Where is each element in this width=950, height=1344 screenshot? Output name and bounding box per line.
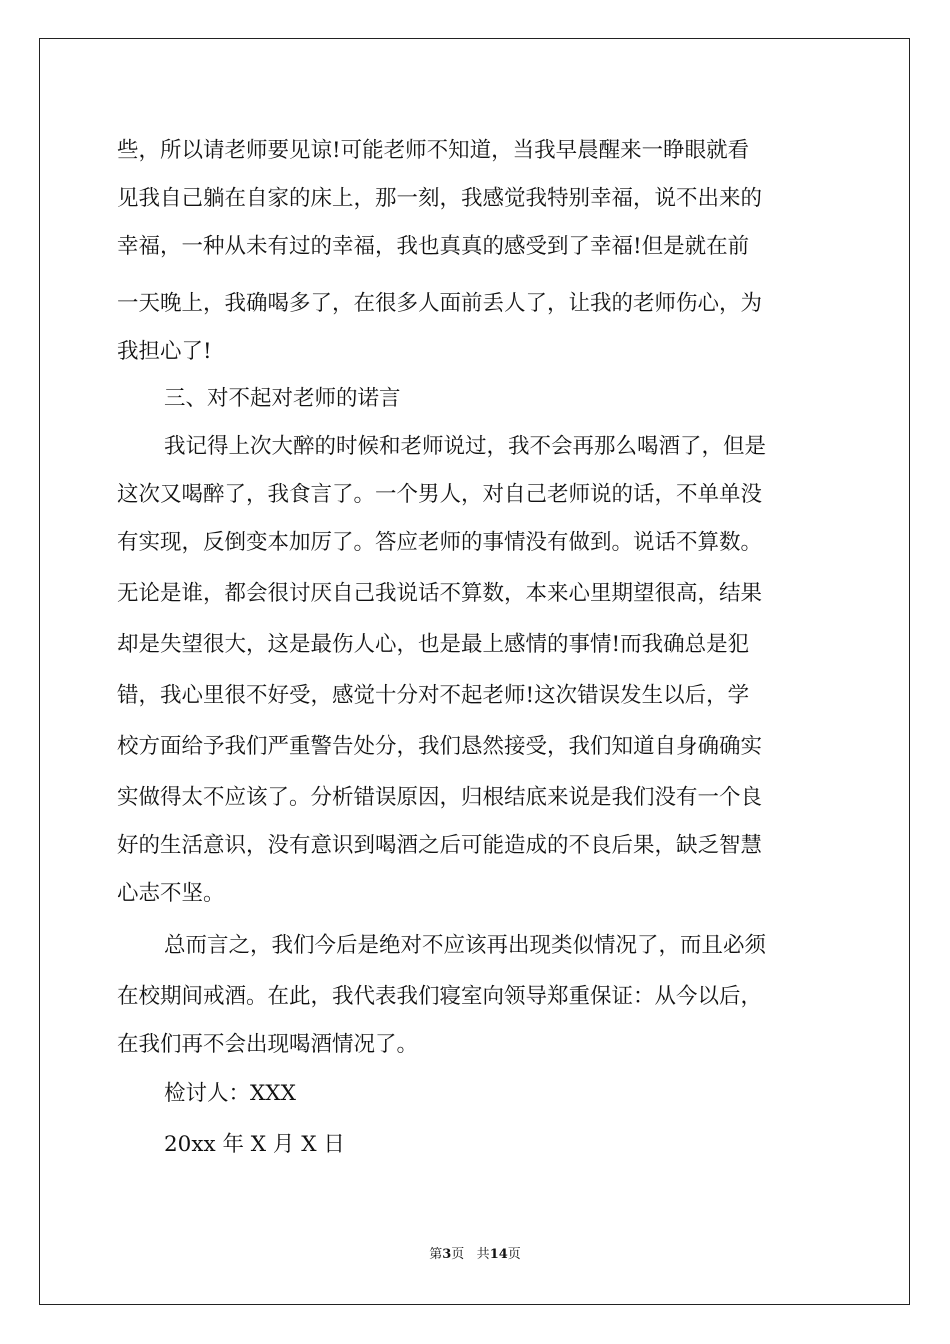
text-line: 见我自己躺在自家的床上，那一刻，我感觉我特别幸福，说不出来的 xyxy=(117,186,763,211)
text-line: 心志不坚。 xyxy=(117,881,225,906)
text-line: 些，所以请老师要见谅!可能老师不知道，当我早晨醒来一睁眼就看 xyxy=(117,138,750,163)
signature-line: 检讨人：XXX xyxy=(164,1081,296,1106)
text-line: 有实现，反倒变本加厉了。答应老师的事情没有做到。说话不算数。 xyxy=(117,530,763,555)
page-prefix: 第 xyxy=(429,1247,443,1262)
total-suffix: 页 xyxy=(507,1247,521,1262)
text-line: 我担心了! xyxy=(117,339,212,364)
date-line: 20xx 年 X 月 X 日 xyxy=(164,1132,345,1157)
text-line: 幸福，一种从未有过的幸福，我也真真的感受到了幸福!但是就在前 xyxy=(117,234,750,259)
text-line: 在我们再不会出现喝酒情况了。 xyxy=(117,1032,419,1057)
text-line: 校方面给予我们严重警告处分，我们恳然接受，我们知道自身确确实 xyxy=(117,734,763,759)
section-heading: 三、对不起对老师的诺言 xyxy=(164,386,401,411)
text-line: 总而言之，我们今后是绝对不应该再出现类似情况了，而且必须 xyxy=(164,933,767,958)
text-line: 实做得太不应该了。分析错误原因，归根结底来说是我们没有一个良 xyxy=(117,785,763,810)
text-line: 一天晚上，我确喝多了，在很多人面前丢人了，让我的老师伤心，为 xyxy=(117,291,763,316)
text-line: 这次又喝醉了，我食言了。一个男人，对自己老师说的话，不单单没 xyxy=(117,482,763,507)
text-line: 我记得上次大醉的时候和老师说过，我不会再那么喝酒了，但是 xyxy=(164,434,767,459)
page-suffix: 页 xyxy=(451,1247,465,1262)
text-line: 错，我心里很不好受，感觉十分对不起老师!这次错误发生以后，学 xyxy=(117,683,750,708)
text-line: 却是失望很大，这是最伤人心，也是最上感情的事情!而我确总是犯 xyxy=(117,632,750,657)
total-prefix: 共 xyxy=(476,1247,490,1262)
page-footer xyxy=(0,1246,950,1264)
text-line: 在校期间戒酒。在此，我代表我们寝室向领导郑重保证：从今以后， xyxy=(117,984,763,1009)
page-number: 3 xyxy=(442,1247,452,1262)
total-pages: 14 xyxy=(489,1247,508,1262)
text-line: 好的生活意识，没有意识到喝酒之后可能造成的不良后果，缺乏智慧 xyxy=(117,833,763,858)
text-line: 无论是谁，都会很讨厌自己我说话不算数，本来心里期望很高，结果 xyxy=(117,581,763,606)
page-border xyxy=(39,38,910,1305)
